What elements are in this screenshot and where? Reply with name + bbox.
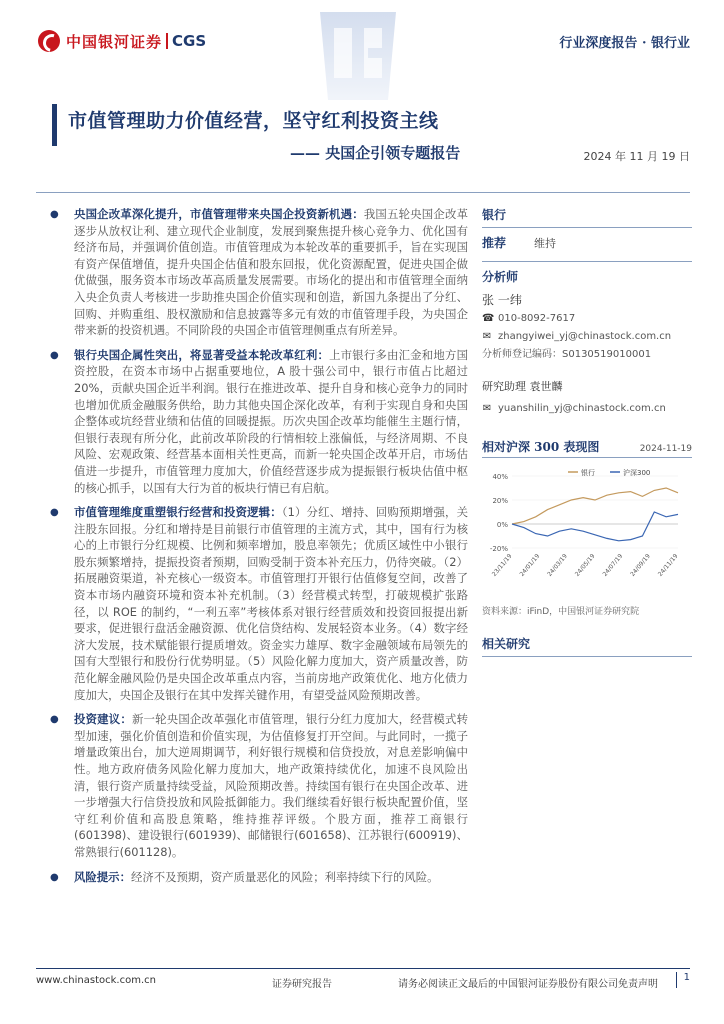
header-divider	[36, 192, 690, 193]
bullet-icon: ●	[50, 714, 59, 726]
assistant-label: 研究助理	[482, 380, 526, 393]
bullet-icon: ●	[50, 871, 59, 883]
industry-label: 银行	[482, 208, 507, 222]
assistant-name: 袁世麟	[529, 380, 563, 393]
rating-row	[482, 234, 692, 251]
analyst-phone: 010-8092-7617	[498, 313, 576, 324]
watermark-icon	[312, 8, 404, 104]
assistant-email-row	[482, 400, 692, 418]
paragraph-lead: 投资建议：	[74, 712, 132, 727]
y-tick-label: -20%	[489, 545, 508, 553]
chart-source: 资料来源：iFinD，中国银河证券研究院	[482, 607, 640, 617]
performance-chart	[482, 464, 692, 594]
analyst-cert-row	[482, 346, 692, 364]
cert-number: S0130519010001	[562, 349, 652, 360]
summary-paragraph	[48, 206, 468, 339]
paragraph-lead: 央国企改革深化提升，市值管理带来央国企投资新机遇：	[74, 207, 364, 221]
analyst-name: 张 一纬	[482, 293, 522, 307]
brand-name-cn: 中国银河证券	[66, 32, 163, 51]
report-subtitle: —— 央国企引领专题报告	[290, 144, 461, 162]
x-tick-label: 24/11/19	[656, 552, 680, 578]
bullet-icon: ●	[50, 349, 59, 361]
title-accent-bar	[52, 104, 57, 146]
legend-label: 银行	[581, 469, 595, 477]
brand-logo	[38, 28, 206, 54]
phone-icon: ☎	[482, 313, 495, 324]
legend-label: 沪深300	[623, 469, 651, 477]
report-title: 市值管理助力价值经营，坚守红利投资主线	[68, 110, 439, 132]
x-tick-label: 24/09/19	[629, 552, 652, 578]
paragraph-lead: 市值管理维度重塑银行经营和投资逻辑：	[74, 505, 282, 520]
analyst-phone-row	[482, 310, 692, 328]
y-tick-label: 0%	[496, 521, 508, 529]
x-tick-label: 24/05/19	[573, 552, 597, 578]
sidebar	[482, 206, 692, 663]
footer-center: 证券研究报告	[272, 979, 332, 990]
paragraph-body: 我国五轮央国企改革逐步从放权让利、建立现代企业制度，发展到聚焦提升核心竞争力、优化国有经济布局，并强调价值创造。市值管理成为本轮改革的重要抓手，旨在实现国有资产保值增值，提升央国企估值和股东回报，优化资源配置，促进央国企做优做强，服务资本市场改革高质量发展需要。市场化的提出和市值管理全面纳入央企负责人考核进一步助推央国企价值实现和创造，新国九条提出了分红、回购、并购重组、股权激励和信息披露等多元有效的市值管理手段，为央国企带来新的投资机遇。不同阶段的央国企市值管理侧重点有所差异。	[74, 207, 468, 338]
analyst-email[interactable]: zhangyiwei_yj@chinastock.com.cn	[498, 331, 672, 342]
assistant-email[interactable]: yuanshilin_yj@chinastock.com.cn	[498, 403, 666, 414]
footer-divider	[36, 968, 690, 969]
x-tick-label: 23/11/19	[490, 552, 514, 578]
footer-url[interactable]: www.chinastock.com.cn	[36, 975, 156, 986]
summary-paragraph	[48, 869, 468, 886]
page-number: 1	[676, 972, 690, 988]
report-type: 行业深度报告 · 银行业	[559, 36, 690, 51]
related-research-label: 相关研究	[482, 637, 531, 651]
analyst-email-row	[482, 328, 692, 346]
bullet-icon: ●	[50, 209, 59, 220]
performance-chart-block	[482, 438, 692, 617]
chart-divider	[482, 457, 692, 458]
paragraph-body: （1）分红、增持、回购预期增强，关注股东回报。分红和增持是目前银行市值管理的主流方式，其中，国有行为核心的上市银行分红规模、比例和频率增加，股息率领先；优质区域性中小银行股东频繁增持，提振投资者预期，回购受制于资本补充压力，仍待突破。（2）拓展融资渠道，补充核心一级资本。市值管理打开银行估值修复空间，改善了资本市场内融资环境和资本补充机制。（3）经营模式转型，打破规模扩张路径，以 ROE 的制约，“一利五率”考核体系对银行经营质效和投资回报提出新要求，促进银行盘活金融资源、优化信贷结构、发展轻资本业务。（4）数字经济大发展，技术赋能银行提质增效。资金实力雄厚、数字金融领域布局领先的国有大型银行和股份行优势明显。（5）风险化解力度加大，资产质量改善，防范化解金融风险仍是央国企改革重点内容，当前房地产政策优化、地方化债力度加大，央国企及银行在其中发挥关键作用，有望受益风险预期改善。	[74, 505, 468, 702]
paragraph-body: 新一轮央国企改革强化市值管理，银行分红力度加大，经营模式转型加速，强化价值创造和价值实现，为估值修复打开空间。与此同时，一揽子增量政策出台，加大逆周期调节，利好银行规模和信贷投放，对息差影响偏中性。地方政府债务风险化解力度加大，地产政策持续优化，加速不良风险出清，银行资产质量持续受益，风险预期改善。持续国有银行在央国企改革、进一步增强大行信贷投放和风险抵御能力。我们继续看好银行板块配置价值，坚守红利价值和高股息策略，维持推荐评级。个股方面，推荐工商银行(601398)、建设银行(601939)、邮储银行(601658)、江苏银行(600919)、常熟银行(601128)。	[74, 712, 468, 859]
chart-date: 2024-11-19	[639, 444, 692, 454]
y-tick-label: 20%	[492, 497, 508, 505]
logo-mark-icon	[38, 30, 60, 52]
assistant-row	[482, 378, 692, 394]
rating-key: 推荐	[482, 236, 507, 250]
summary-paragraph	[48, 504, 468, 703]
cert-label: 分析师登记编码：	[482, 349, 562, 360]
summary-paragraph	[48, 711, 468, 860]
sidebar-divider	[482, 261, 692, 262]
sidebar-divider	[482, 227, 692, 228]
email-icon: ✉	[482, 331, 492, 342]
summary-paragraph	[48, 347, 468, 496]
rating-value: 维持	[534, 236, 556, 250]
x-tick-label: 24/01/19	[518, 552, 542, 578]
bullet-icon: ●	[50, 507, 59, 519]
y-tick-label: 40%	[492, 473, 508, 481]
x-tick-label: 24/03/19	[546, 552, 569, 578]
paragraph-lead: 银行央国企属性突出，将显著受益本轮改革红利：	[74, 347, 330, 362]
brand-divider	[166, 33, 168, 49]
series-line-银行	[512, 488, 678, 524]
paragraph-body: 上市银行多由汇金和地方国资控股，在资本市场中占据重要地位，A 股十强公司中，银行市值占比超过 20%，贡献央国企近半利润。银行在推进改革、提升自身和核心竞争力的同时也增加优质金融服务供给，助力其他央国企深化改革，有利于实现自身和央国企整体或坑经营业绩和估值的回暖提振。历次央国企改革均能催生主题行情，但银行表现有所分化，此前改革阶段的行情相较上涨偏低，与经济周期、不良风险、宏观政策、经营基本面相关性更高，而新一轮央国企改革开启，市场估值进一步提升，市值管理力度加大，价值经营逐步成为提振银行板块估值中枢的核心抓手，以国有大行为首的板块行情已有启航。	[74, 347, 468, 495]
paragraph-body: 经济不及预期，资产质量恶化的风险；利率持续下行的风险。	[130, 869, 439, 884]
x-tick-label: 24/07/19	[601, 552, 625, 578]
brand-name-en: CGS	[172, 32, 207, 50]
chart-title: 相对沪深 300 表现图	[482, 440, 600, 454]
chart-header	[482, 438, 692, 455]
summary-column	[48, 206, 468, 893]
email-icon: ✉	[482, 403, 492, 414]
footer-disclaimer: 请务必阅读正文最后的中国银河证券股份有限公司免责声明	[398, 979, 658, 990]
analyst-label: 分析师	[482, 270, 519, 284]
paragraph-lead: 风险提示：	[74, 869, 131, 884]
sidebar-divider	[482, 656, 692, 657]
report-date: 2024 年 11 月 19 日	[583, 150, 690, 163]
